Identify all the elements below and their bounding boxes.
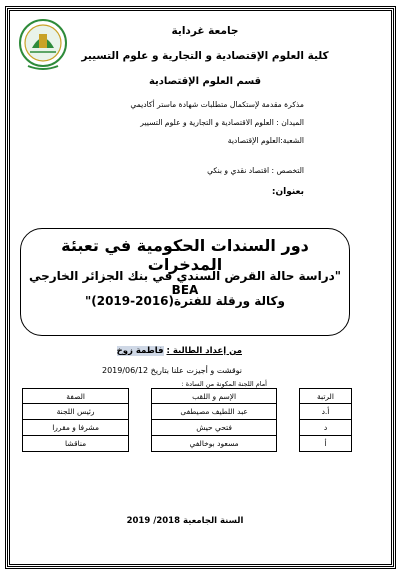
department-name: قسم العلوم الإقتصادية [148, 76, 262, 87]
row-role: مناقشا [23, 436, 129, 452]
table-row [23, 436, 352, 452]
academic-year: السنة الجامعية 2018/ 2019 [126, 516, 244, 526]
university-logo [18, 18, 68, 73]
row-rank: أ [299, 436, 351, 452]
defense-date: نوقشت و أجيزت علنا بتاريخ 2019/06/12 [102, 366, 242, 375]
branch-line: الشعبة:العلوم الإقتصادية [227, 136, 304, 145]
student-line [117, 346, 242, 356]
student-label: من إعداد الطالبة : [166, 346, 242, 356]
university-name: جامعة غرداية [171, 25, 239, 37]
specialty-line: التخصص : اقتصاد نقدي و بنكي [207, 166, 304, 175]
row-rank: د [299, 420, 351, 436]
committee-table [22, 388, 352, 452]
row-name: عبد اللطيف مصيطفى [151, 404, 277, 420]
header-name: الإسم و اللقب [151, 389, 277, 404]
header-rank: الرتبة [299, 389, 351, 404]
committee-intro: أمام اللجنة المكونة من السادة : [181, 380, 267, 388]
field-line: الميدان : العلوم الاقتصادية و التجارية و علوم التسيير [140, 118, 304, 127]
table-row [23, 404, 352, 420]
thesis-subtitle-line2: وكالة ورقلة للفترة(2016-2019)" [84, 294, 285, 308]
titled-label: بعنوان: [271, 187, 304, 197]
thesis-subtitle-line1: "دراسة حالة القرض السندي في بنك الجزائر الخارجي BEA [28, 269, 342, 297]
row-role: رئيس اللجنة [23, 404, 129, 420]
thesis-title: دور السندات الحكومية في تعبئة المدخرات [61, 236, 309, 274]
student-name: فاطمة زوخ [116, 346, 164, 356]
faculty-name: كلية العلوم الإقتصادية و التجارية و علوم التسيير [81, 50, 329, 62]
table-row [23, 420, 352, 436]
memo-line: مذكرة مقدمة لإستكمال متطلبات شهادة ماستر أكاديمي [130, 100, 304, 109]
row-rank: أ.د [299, 404, 351, 420]
row-name: فتحي حيش [151, 420, 277, 436]
committee-header-row [23, 389, 352, 404]
row-name: مسعود بوخالفي [151, 436, 277, 452]
header-role: الصفة [23, 389, 129, 404]
row-role: مشرفا و مقررا [23, 420, 129, 436]
